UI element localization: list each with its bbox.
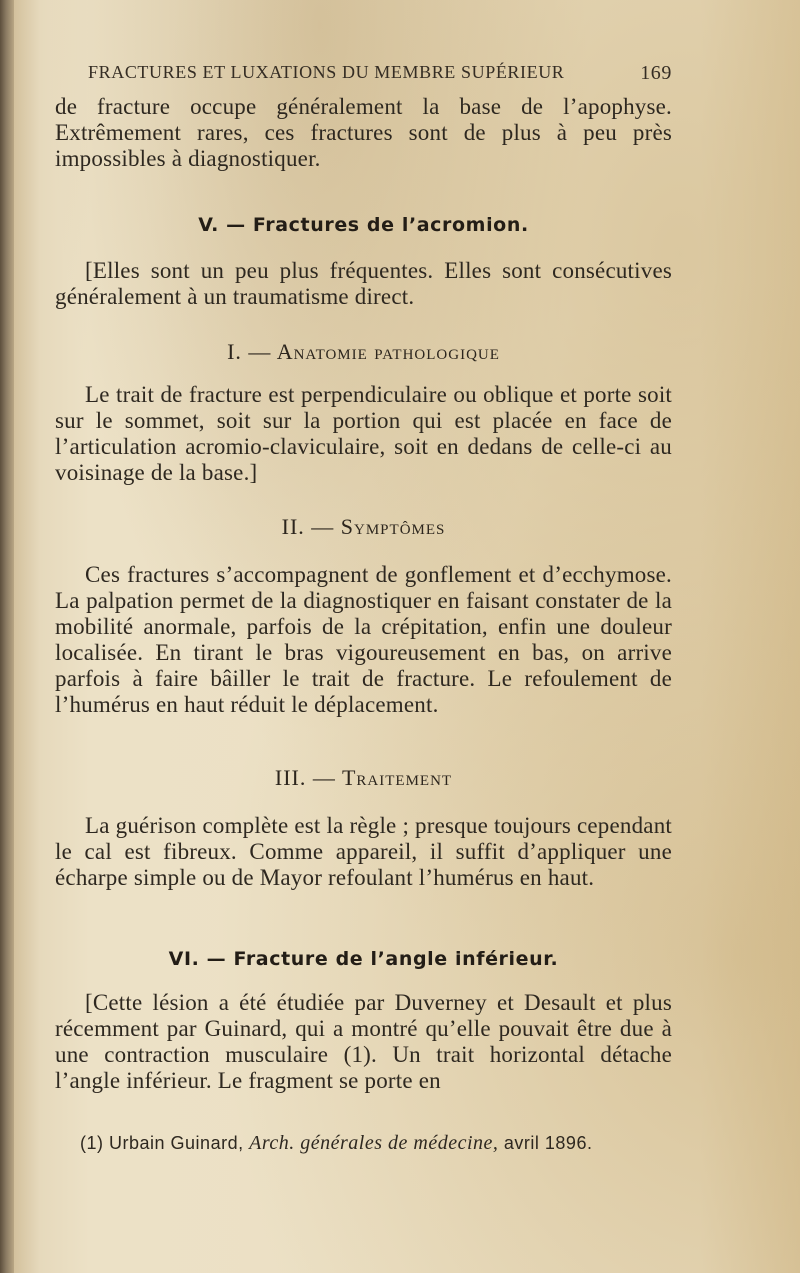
- paragraph-acromion-intro: [Elles sont un peu plus fréquentes. Elles sont consécutives généralement à un traumatisme direct.: [55, 258, 672, 309]
- subheading-anatomie: I. — Anatomie pathologique: [227, 339, 500, 364]
- section-heading-angle: VI. — Fracture de l’angle inférieur.: [168, 948, 559, 970]
- footnote-marker: (1): [80, 1133, 104, 1153]
- page-binding-edge: [0, 0, 14, 1273]
- subheading-symptomes: II. — Symptômes: [281, 514, 446, 539]
- paragraph-anatomie: Le trait de fracture est perpendiculaire ou oblique et porte soit sur le sommet, soit sur la portion qui est placée en face de l’articulation acromio-claviculaire, soit en dedans de celle-ci au voisinage de la base.]: [55, 382, 672, 485]
- paragraph-traitement: La guérison complète est la règle ; presque toujours cependant le cal est fibreux. Comme appareil, il suffit d’appliquer une écharpe simple ou de Mayor refoulant l’humérus en haut.: [55, 813, 672, 890]
- page-number: 169: [640, 62, 672, 84]
- footnote-author: Urbain Guinard,: [109, 1133, 244, 1153]
- subheading-traitement: III. — Traitement: [274, 765, 453, 790]
- running-head: [88, 62, 672, 92]
- paragraph-symptomes: Ces fractures s’accompagnent de gonflement et d’ecchymose. La palpation permet de la diagnostiquer en faisant constater de la mobilité anormale, parfois de la crépitation, enfin une douleur localisée. En tirant le bras vigoureusement en bas, on arrive parfois à faire bâiller le trait de fracture. Le refoulement de l’humérus en haut réduit le déplacement.: [55, 562, 672, 717]
- footnote-date: avril 1896.: [503, 1133, 593, 1153]
- footnote-journal: Arch. générales de médecine,: [249, 1132, 499, 1154]
- running-head-title: FRACTURES ET LUXATIONS DU MEMBRE SUPÉRIEUR: [88, 62, 565, 82]
- paragraph-angle: [Cette lésion a été étudiée par Duverney et Desault et plus récemment par Guinard, qui a montré qu’elle pouvait être due à une contraction musculaire (1). Un trait horizontal détache l’angle inférieur. Le fragment se porte en: [55, 990, 672, 1093]
- section-heading-acromion: V. — Fractures de l’acromion.: [198, 214, 529, 236]
- footnote: [80, 1132, 680, 1155]
- paragraph-continuation: de fracture occupe généralement la base de l’apophyse. Extrêmement rares, ces fractures sont de plus à peu près impossibles à diagnostiquer.: [55, 94, 672, 171]
